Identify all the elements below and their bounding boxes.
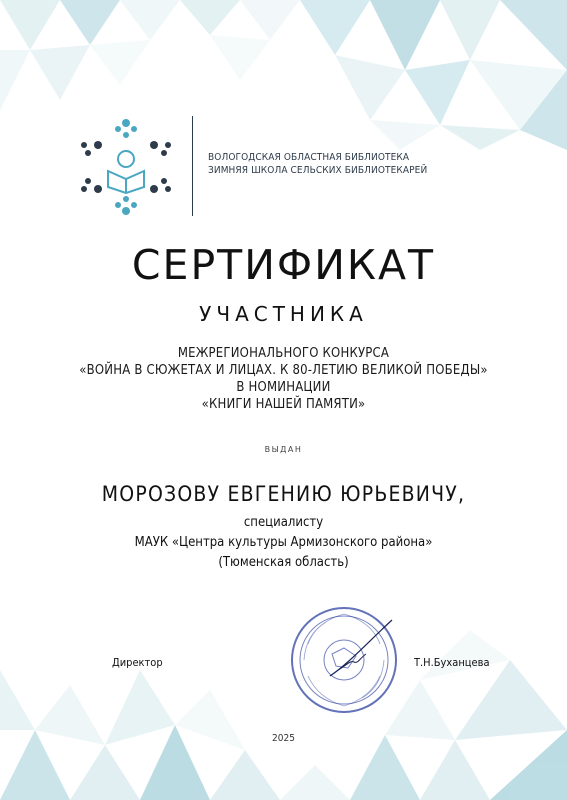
recipient-details — [0, 513, 567, 573]
recipient-organization: МАУК «Центра культуры Армизонского района» — [134, 535, 433, 550]
organization-line-2: ЗИМНЯЯ ШКОЛА СЕЛЬСКИХ БИБЛИОТЕКАРЕЙ — [208, 165, 428, 176]
recipient-region: (Тюменская область) — [218, 555, 349, 570]
certificate-subtitle: УЧАСТНИКА — [199, 302, 368, 326]
contest-description — [0, 345, 567, 413]
contest-line-3: В НОМИНАЦИИ — [236, 380, 331, 395]
director-label: Директор — [112, 656, 163, 669]
recipient-position: специалисту — [243, 515, 324, 530]
organization-line-1: ВОЛОГОДСКАЯ ОБЛАСТНАЯ БИБЛИОТЕКА — [208, 152, 410, 163]
certificate-year: 2025 — [272, 733, 295, 744]
library-logo-icon — [74, 115, 178, 219]
contest-line-2: «ВОЙНА В СЮЖЕТАХ И ЛИЦАХ. К 80-ЛЕТИЮ ВЕЛИКОЙ ПОБЕДЫ» — [79, 363, 488, 378]
director-name: Т.Н.Буханцева — [414, 656, 490, 669]
contest-line-4: «КНИГИ НАШЕЙ ПАМЯТИ» — [201, 397, 366, 412]
organization-name — [208, 151, 427, 177]
issued-label: ВЫДАН — [264, 445, 303, 454]
contest-line-1: МЕЖРЕГИОНАЛЬНОГО КОНКУРСА — [177, 346, 390, 361]
official-stamp-icon — [288, 604, 400, 716]
recipient-name: МОРОЗОВУ ЕВГЕНИЮ ЮРЬЕВИЧУ, — [101, 482, 466, 506]
certificate-title: СЕРТИФИКАТ — [131, 241, 436, 289]
logo-divider — [192, 116, 193, 216]
